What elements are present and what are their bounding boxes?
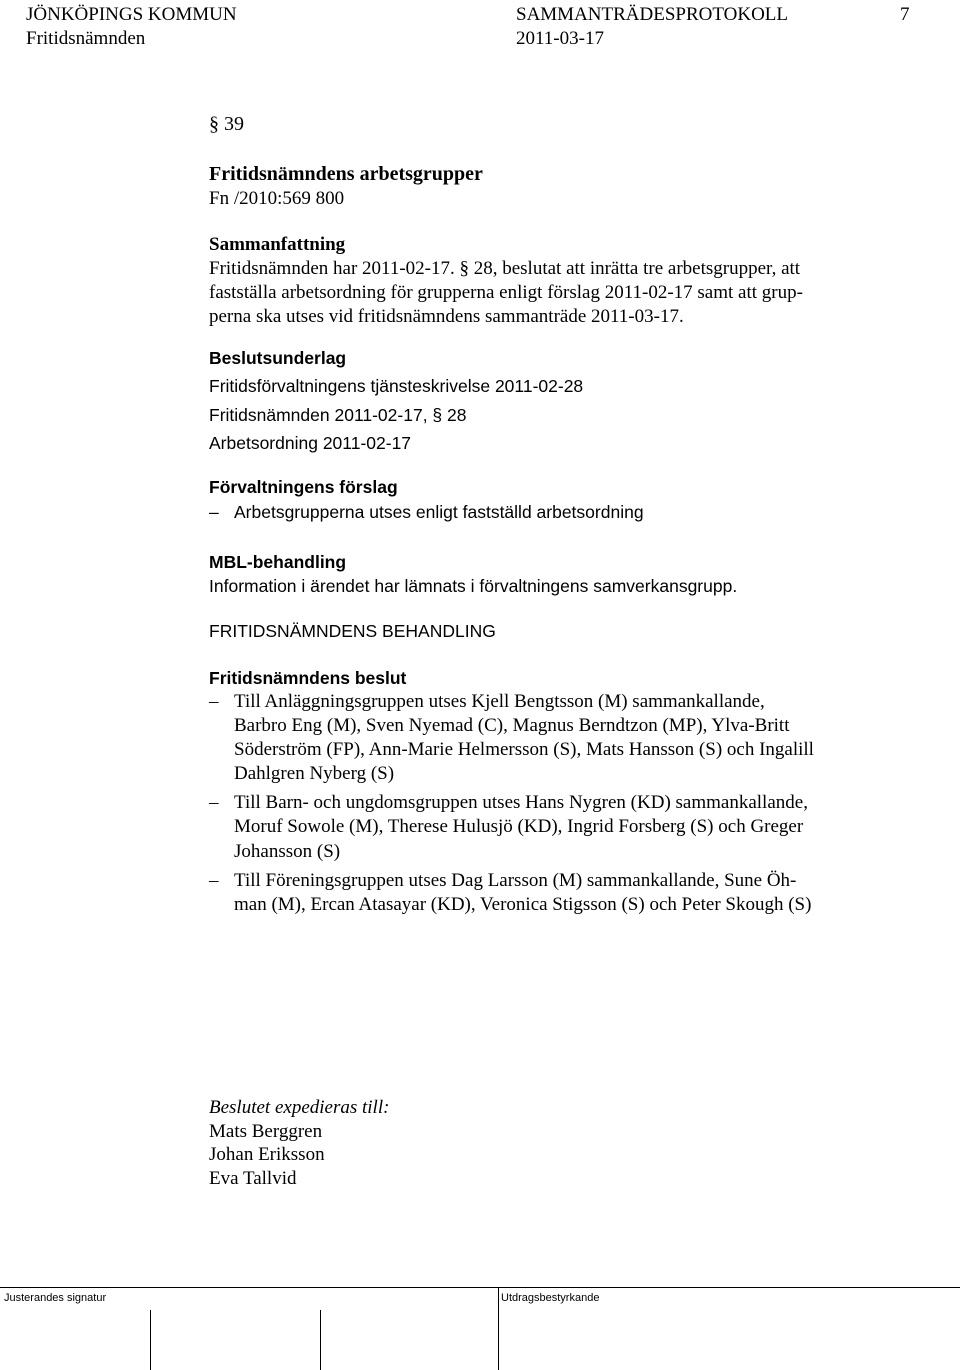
- section-number: § 39: [209, 113, 244, 135]
- distribution-name: Johan Eriksson: [209, 1144, 325, 1165]
- distribution-heading: Beslutet expedieras till:: [209, 1097, 390, 1118]
- dash-bullet: –: [209, 792, 219, 813]
- summary-heading: Sammanfattning: [209, 234, 346, 255]
- summary-line: Fritidsnämnden har 2011-02-17. § 28, beslutat att inrätta tre arbetsgrupper, att: [209, 258, 801, 279]
- signature-box-divider: [150, 1310, 151, 1370]
- proposal-heading: Förvaltningens förslag: [209, 477, 398, 497]
- section-ref: Fn /2010:569 800: [209, 188, 345, 209]
- decision-item-line: Söderström (FP), Ann-Marie Helmersson (S), Mats Hansson (S) och Ingalill: [234, 739, 814, 760]
- decision-item-line: Till Föreningsgruppen utses Dag Larsson (M) sammankallande, Sune Öh-: [234, 870, 797, 891]
- basis-item: Fritidsnämnden 2011-02-17, § 28: [209, 405, 467, 425]
- footer-certification-label: Utdragsbestyrkande: [501, 1292, 600, 1304]
- dash-bullet: –: [209, 691, 219, 712]
- summary-line: fastställa arbetsordning för grupperna enligt förslag 2011-02-17 samt att grup-: [209, 282, 803, 303]
- decision-item-line: Johansson (S): [234, 841, 341, 862]
- section-title: Fritidsnämndens arbetsgrupper: [209, 163, 483, 185]
- basis-heading: Beslutsunderlag: [209, 348, 347, 368]
- mbl-heading: MBL-behandling: [209, 552, 347, 572]
- decision-item-line: Till Anläggningsgruppen utses Kjell Bengtsson (M) sammankallande,: [234, 691, 765, 712]
- basis-item: Arbetsordning 2011-02-17: [209, 433, 412, 453]
- decision-item-line: Dahlgren Nyberg (S): [234, 763, 395, 784]
- decision-item-line: Till Barn- och ungdomsgruppen utses Hans Nygren (KD) sammankallande,: [234, 792, 808, 813]
- signature-box-divider: [498, 1288, 499, 1370]
- dash-bullet: –: [209, 870, 219, 891]
- basis-item: Fritidsförvaltningens tjänsteskrivelse 2011-02-28: [209, 376, 584, 396]
- signature-box-divider: [320, 1310, 321, 1370]
- header-date: 2011-03-17: [516, 28, 604, 49]
- decision-heading: Fritidsnämndens beslut: [209, 668, 407, 688]
- dash-bullet: –: [209, 502, 219, 522]
- header-doc-type: SAMMANTRÄDESPROTOKOLL: [516, 4, 789, 25]
- decision-item-line: man (M), Ercan Atasayar (KD), Veronica Stigsson (S) och Peter Skough (S): [234, 894, 812, 915]
- proposal-item: Arbetsgrupperna utses enligt fastställd arbetsordning: [234, 502, 644, 522]
- page-number: 7: [900, 4, 910, 25]
- distribution-name: Eva Tallvid: [209, 1168, 297, 1189]
- decision-item-line: Moruf Sowole (M), Therese Hulusjö (KD), Ingrid Forsberg (S) och Greger: [234, 816, 804, 837]
- footer-divider: [0, 1287, 960, 1288]
- mbl-text: Information i ärendet har lämnats i förvaltningens samverkansgrupp.: [209, 576, 738, 596]
- decision-item-line: Barbro Eng (M), Sven Nyemad (C), Magnus Berndtzon (MP), Ylva-Britt: [234, 715, 790, 736]
- footer-signature-label: Justerandes signatur: [4, 1292, 107, 1304]
- distribution-name: Mats Berggren: [209, 1121, 323, 1142]
- header-body: Fritidsnämnden: [26, 28, 146, 49]
- header-org: JÖNKÖPINGS KOMMUN: [26, 4, 237, 25]
- treatment-heading: FRITIDSNÄMNDENS BEHANDLING: [209, 621, 496, 641]
- summary-line: perna ska utses vid fritidsnämndens sammanträde 2011-03-17.: [209, 306, 684, 327]
